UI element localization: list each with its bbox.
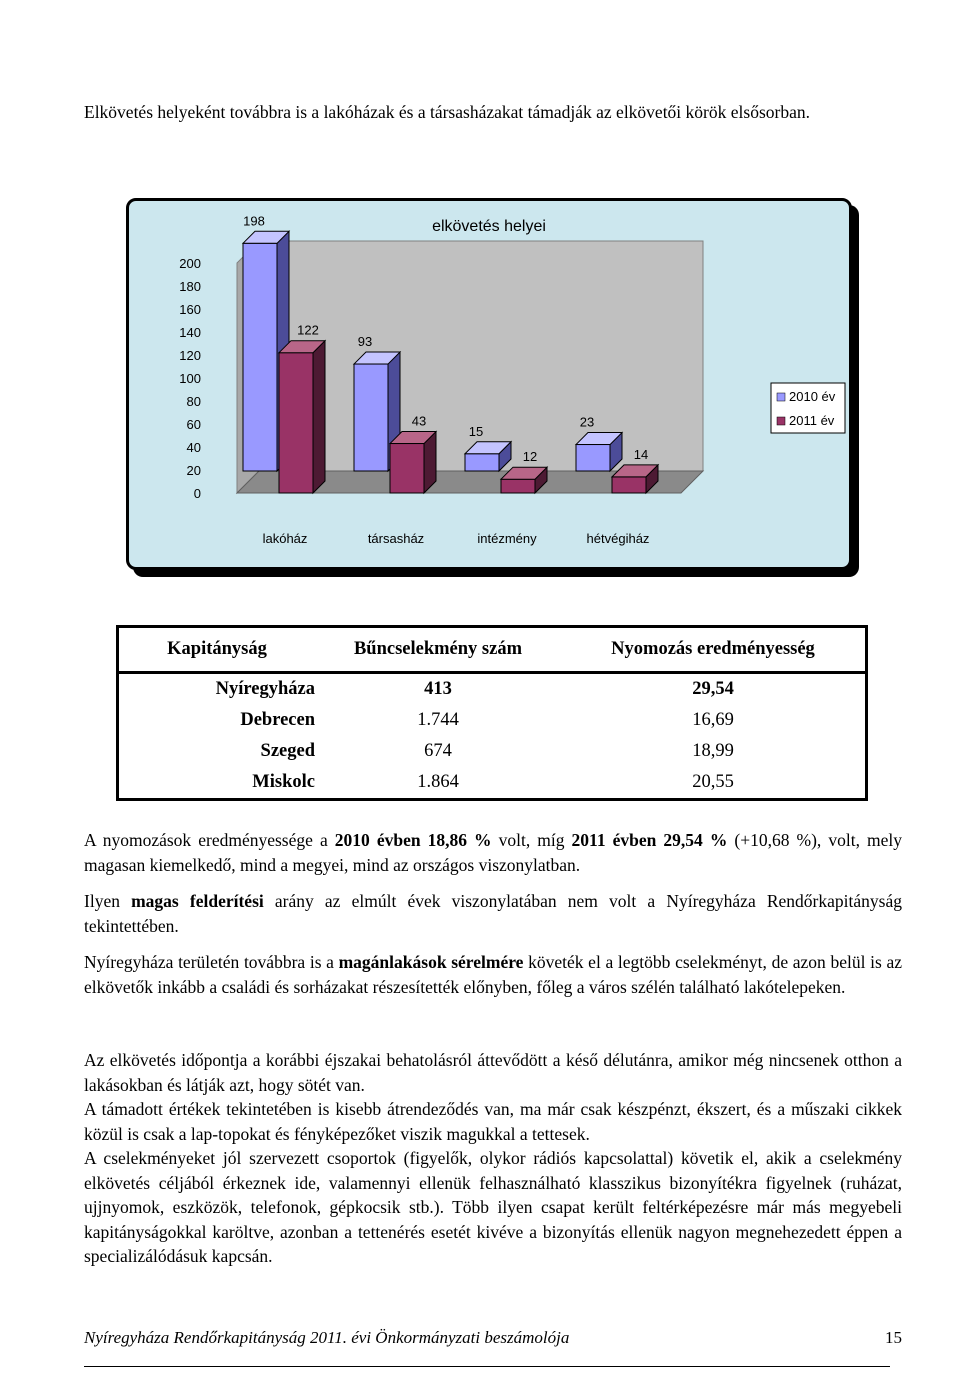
table-row (119, 705, 865, 736)
paragraph-time: Az elkövetés időpontja a korábbi éjszakai behatolásról áttevődött a késő délutánra, amikor még nincsenek otthon a lakásokban és látják azt, hogy sötét van. (84, 1050, 902, 1095)
header-kapitanysag: Kapitányság (167, 639, 267, 659)
table-row (119, 736, 865, 767)
paragraph-targets: A támadott értékek tekintetében is kisebb átrendeződés van, ma már csak készpénzt, ékszert, és a műszaki cikkek közül is csak a lap-topokat és fényképezőket viszik magukkal a tettesek. (84, 1099, 902, 1144)
y-tick-label: 80 (186, 394, 201, 409)
page-number: 15 (885, 1328, 902, 1347)
header-nyomozas: Nyomozás eredményesség (611, 639, 815, 659)
footer-title: Nyíregyháza Rendőrkapitányság 2011. évi Önkormányzati beszámolója (84, 1328, 570, 1347)
y-tick-label: 0 (193, 486, 201, 501)
paragraph-location (84, 950, 902, 999)
table-header-row (119, 628, 865, 674)
row-count: 1.744 (417, 710, 459, 730)
legend-label: 2011 év (789, 413, 835, 428)
row-city: Miskolc (252, 772, 315, 792)
y-tick-label: 60 (186, 417, 201, 432)
bar-data-label: 198 (243, 213, 265, 229)
y-tick-label: 160 (179, 302, 201, 317)
header-buncselekmeny: Bűncselekmény szám (353, 639, 523, 659)
row-count: 1.864 (417, 772, 459, 792)
y-tick-label: 200 (179, 256, 201, 271)
chart-title: elkövetés helyei (432, 218, 546, 235)
bar-front (576, 445, 610, 471)
row-rate: 18,99 (692, 741, 734, 761)
bar-front (465, 454, 499, 471)
text: arány az elmúlt évek viszonylatában nem volt a Nyíregyháza Rendőrkapitányság tekintettében. (84, 891, 902, 936)
paragraph-groups: A cselekményeket jól szervezett csoportok (figyelők, olykor rádiós kapcsolattal) követik el, akik a cselekmény elkövetés céljából érkeznek ide, valamennyi ellenük felhasználható klasszikus bizonyítékra figyelnek (ruházat, ujjnyomok, eszközök, telefonok, gépkocsik stb.). Több ilyen csapat került feltérképezésre már más megyebeli kapitányságokkal karöltve, azonban a tettenérés esetét kivéve a bizonyítás ellenük nagyon megnehezedett éppen a specializálódásuk kapcsán. (84, 1148, 902, 1266)
y-tick-label: 120 (179, 348, 201, 363)
row-count: 674 (424, 741, 452, 761)
row-city: Szeged (260, 741, 315, 761)
x-tick-label: intézmény (477, 531, 537, 546)
bar-data-label: 93 (357, 334, 373, 350)
legend-label: 2010 év (789, 389, 836, 404)
footer-divider (84, 1366, 890, 1367)
chart-container (126, 198, 852, 570)
y-tick-label: 40 (186, 440, 201, 455)
y-tick-label: 140 (179, 325, 201, 340)
y-tick-label: 20 (186, 463, 201, 478)
legend-swatch (777, 393, 785, 401)
paragraph-results (84, 828, 902, 877)
bar-front (279, 353, 313, 493)
text: Ilyen (84, 891, 132, 911)
table-row (119, 674, 865, 705)
text-bold: 2011 évben 29,54 % (571, 830, 728, 850)
text-bold: magánlakások sérelmére (338, 952, 524, 972)
bar-front (390, 444, 424, 493)
bar-data-label: 122 (297, 322, 319, 338)
text: volt, míg (491, 830, 572, 850)
row-rate: 29,54 (692, 679, 734, 699)
text-bold: magas felderítési (131, 891, 264, 911)
row-city: Nyíregyháza (215, 679, 315, 699)
bar-front (612, 477, 646, 493)
bar-data-label: 12 (522, 449, 538, 465)
bar-side (313, 341, 325, 493)
row-rate: 16,69 (692, 710, 734, 730)
page-footer (84, 1328, 902, 1348)
bar-data-label: 15 (468, 423, 484, 439)
x-tick-label: lakóház (262, 531, 308, 546)
bar-data-label: 23 (579, 414, 595, 430)
bar-data-label: 43 (411, 413, 427, 429)
bar-front (354, 364, 388, 471)
results-table (116, 625, 868, 801)
text: követék el a legtöbb cselekményt, de azon belül is az elkövetők inkább a családi és sorházakat részesítették előnyben, főleg a város szélén található lakótelepeken. (84, 952, 902, 997)
text-bold: 2010 évben 18,86 % (334, 830, 492, 850)
row-city: Debrecen (240, 710, 315, 730)
bar-chart (129, 201, 849, 567)
bar-data-label: 14 (633, 446, 649, 462)
paragraph-detection (84, 889, 902, 938)
y-tick-label: 180 (179, 279, 201, 294)
x-tick-label: társasház (367, 531, 425, 546)
text: Nyíregyháza területén továbbra is a (84, 952, 339, 972)
legend-swatch (777, 417, 785, 425)
bar-front (243, 243, 277, 471)
text: A nyomozások eredményessége a (84, 830, 335, 850)
row-count: 413 (424, 679, 452, 699)
intro-paragraph: Elkövetés helyeként továbbra is a lakóházak és a társasházakat támadják az elkövetői körök elsősorban. (84, 102, 810, 122)
row-rate: 20,55 (692, 772, 734, 792)
bar-front (501, 479, 535, 493)
x-tick-label: hétvégiház (586, 531, 650, 546)
text: (+10,68 %), volt, mely magasan kiemelkedő, mind a megyei, mind az országos viszonylatban. (84, 830, 902, 875)
y-tick-label: 100 (179, 371, 201, 386)
table-row (119, 767, 865, 798)
